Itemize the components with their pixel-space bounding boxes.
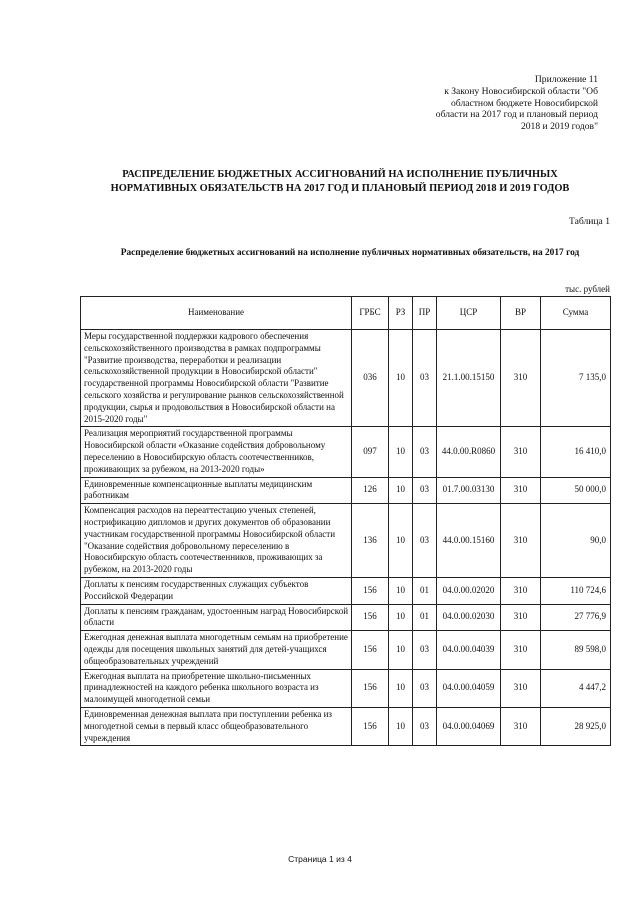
cell-sum: 16 410,0	[541, 427, 611, 477]
cell-rz: 10	[389, 669, 413, 707]
cell-vr: 310	[501, 427, 541, 477]
cell-name: Ежегодная выплата на приобретение школьно-письменных принадлежностей на каждого ребенка школьного возраста из малоимущей многодетной семьи	[81, 669, 352, 707]
table-row	[81, 577, 611, 604]
column-header-rz: РЗ	[389, 297, 413, 330]
cell-grbs: 156	[352, 577, 389, 604]
cell-name: Единовременные компенсационные выплаты медицинским работникам	[81, 477, 352, 504]
appendix-line: Приложение 11	[534, 74, 598, 85]
cell-sum: 110 724,6	[541, 577, 611, 604]
cell-pr: 01	[413, 577, 437, 604]
cell-name: Меры государственной поддержки кадрового обеспечения сельскохозяйственного производства в рамках подпрограммы "Развитие производства, переработки и реализации сельскохозяйственной продукции в Новосибирской области" государственной программы Новосибирской области "Развитие сельского хозяйства и регулирование рынков сельскохозяйственной продукции, сырья и продовольствия в Новосибирской области на 2015-2020 годы"	[81, 330, 352, 427]
document-title	[60, 168, 620, 196]
table-subtitle: Распределение бюджетных ассигнований на исполнение публичных нормативных обязательств, на 2017 год	[120, 248, 580, 258]
appendix-line: области на 2017 год и плановый период	[435, 109, 598, 121]
cell-pr: 03	[413, 669, 437, 707]
cell-pr: 03	[413, 631, 437, 669]
cell-rz: 10	[389, 604, 413, 631]
cell-pr: 03	[413, 477, 437, 504]
table-row	[81, 427, 611, 477]
table-row	[81, 477, 611, 504]
document-title-line: РАСПРЕДЕЛЕНИЕ БЮДЖЕТНЫХ АССИГНОВАНИЙ НА ИСПОЛНЕНИЕ ПУБЛИЧНЫХ	[122, 169, 558, 180]
cell-name: Компенсация расходов на переаттестацию ученых степеней, нострификацию дипломов и других документов об образовании участникам государственной программы Новосибирской области "Оказание содействия добровольному переселению в Новосибирскую область соотечественников, проживающих за рубежом, на 2013-2020 годы	[81, 504, 352, 578]
column-header-vr: ВР	[501, 297, 541, 330]
cell-csr: 04.0.00.04059	[437, 669, 501, 707]
cell-rz: 10	[389, 707, 413, 745]
appendix-line: к Закону Новосибирской области "Об	[444, 85, 598, 97]
cell-vr: 310	[501, 477, 541, 504]
cell-rz: 10	[389, 504, 413, 578]
cell-vr: 310	[501, 669, 541, 707]
appendix-note	[398, 74, 598, 133]
cell-sum: 7 135,0	[541, 330, 611, 427]
cell-grbs: 156	[352, 631, 389, 669]
cell-vr: 310	[501, 707, 541, 745]
cell-name: Доплаты к пенсиям гражданам, удостоенным наград Новосибирской области	[81, 604, 352, 631]
cell-grbs: 156	[352, 604, 389, 631]
units-label: тыс. рублей	[565, 284, 610, 294]
cell-vr: 310	[501, 577, 541, 604]
column-header-csr: ЦСР	[437, 297, 501, 330]
cell-vr: 310	[501, 604, 541, 631]
cell-csr: 21.1.00.15150	[437, 330, 501, 427]
cell-csr: 04.0.00.04039	[437, 631, 501, 669]
cell-pr: 03	[413, 707, 437, 745]
cell-name: Реализация мероприятий государственной программы Новосибирской области «Оказание содействия добровольному переселению в Новосибирскую область соотечественников, проживающих за рубежом, на 2013-2020 годы»	[81, 427, 352, 477]
table-row	[81, 631, 611, 669]
table-row	[81, 330, 611, 427]
cell-grbs: 136	[352, 504, 389, 578]
column-header-name: Наименование	[81, 297, 352, 330]
cell-sum: 90,0	[541, 504, 611, 578]
cell-sum: 89 598,0	[541, 631, 611, 669]
appendix-line: 2018 и 2019 годов"	[520, 121, 598, 133]
cell-rz: 10	[389, 427, 413, 477]
cell-csr: 04.0.00.04069	[437, 707, 501, 745]
cell-rz: 10	[389, 330, 413, 427]
cell-pr: 03	[413, 330, 437, 427]
table-row	[81, 604, 611, 631]
page-footer: Страница 1 из 4	[288, 854, 352, 864]
cell-rz: 10	[389, 631, 413, 669]
column-header-pr: ПР	[413, 297, 437, 330]
cell-name: Единовременная денежная выплата при поступлении ребенка из многодетной семьи в первый класс общеобразовательного учреждения	[81, 707, 352, 745]
cell-grbs: 036	[352, 330, 389, 427]
cell-sum: 27 776,9	[541, 604, 611, 631]
document-title-line: НОРМАТИВНЫХ ОБЯЗАТЕЛЬСТВ НА 2017 ГОД И ПЛАНОВЫЙ ПЕРИОД 2018 И 2019 ГОДОВ	[110, 183, 570, 194]
cell-pr: 03	[413, 427, 437, 477]
cell-grbs: 156	[352, 669, 389, 707]
cell-csr: 04.0.00.02020	[437, 577, 501, 604]
table-row	[81, 504, 611, 578]
table-label: Таблица 1	[568, 216, 610, 227]
table-row	[81, 669, 611, 707]
appendix-line: областном бюджете Новосибирской	[451, 97, 598, 109]
table-header-row	[81, 297, 611, 330]
cell-rz: 10	[389, 477, 413, 504]
cell-pr: 03	[413, 504, 437, 578]
cell-name: Ежегодная денежная выплата многодетным семьям на приобретение одежды для посещения школьных занятий для детей-учащихся общеобразовательных учреждений	[81, 631, 352, 669]
cell-vr: 310	[501, 631, 541, 669]
cell-csr: 44.0.00.R0860	[437, 427, 501, 477]
cell-vr: 310	[501, 330, 541, 427]
column-header-grbs: ГРБС	[352, 297, 389, 330]
cell-grbs: 126	[352, 477, 389, 504]
cell-vr: 310	[501, 504, 541, 578]
cell-sum: 50 000,0	[541, 477, 611, 504]
obligations-table	[80, 296, 611, 746]
cell-name: Доплаты к пенсиям государственных служащих субъектов Российской Федерации	[81, 577, 352, 604]
cell-grbs: 097	[352, 427, 389, 477]
column-header-sum: Сумма	[541, 297, 611, 330]
cell-csr: 01.7.00.03130	[437, 477, 501, 504]
cell-csr: 04.0.00.02030	[437, 604, 501, 631]
cell-sum: 4 447,2	[541, 669, 611, 707]
cell-pr: 01	[413, 604, 437, 631]
cell-sum: 28 925,0	[541, 707, 611, 745]
cell-csr: 44.0.00.15160	[437, 504, 501, 578]
table-row	[81, 707, 611, 745]
cell-grbs: 156	[352, 707, 389, 745]
cell-rz: 10	[389, 577, 413, 604]
